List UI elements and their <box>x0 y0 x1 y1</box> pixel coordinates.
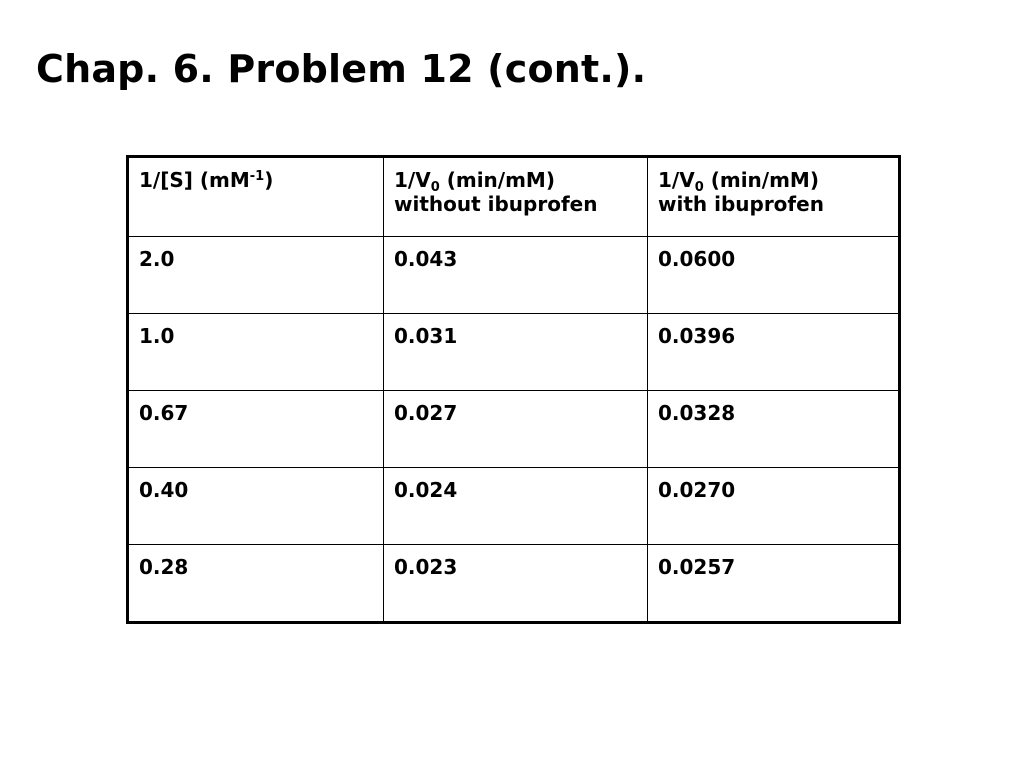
header-line-2: with ibuprofen <box>658 192 824 216</box>
table-header <box>128 157 900 237</box>
header-text: 1/[S] (mM <box>139 168 250 192</box>
header-text-tail: ) <box>264 168 274 192</box>
cell-substrate: 1.0 <box>128 314 384 391</box>
cell-substrate: 0.28 <box>128 545 384 623</box>
table-row <box>128 237 900 314</box>
cell-substrate: 2.0 <box>128 237 384 314</box>
header-subscript: 0 <box>430 180 440 195</box>
header-line-1 <box>394 168 639 195</box>
header-text: 1/V <box>658 168 695 192</box>
table-row <box>128 545 900 623</box>
header-line-1 <box>658 168 890 195</box>
cell-without-ibuprofen: 0.043 <box>384 237 648 314</box>
cell-with-ibuprofen: 0.0600 <box>648 237 900 314</box>
table-row <box>128 314 900 391</box>
slide-title: Chap. 6. Problem 12 (cont.). <box>36 47 647 91</box>
header-velocity-without-ibuprofen <box>384 157 648 237</box>
cell-substrate: 0.67 <box>128 391 384 468</box>
header-line-2: without ibuprofen <box>394 192 598 216</box>
cell-with-ibuprofen: 0.0328 <box>648 391 900 468</box>
header-subscript: 0 <box>694 180 704 195</box>
header-row <box>128 157 900 237</box>
header-text-tail: (min/mM) <box>703 168 819 192</box>
cell-without-ibuprofen: 0.024 <box>384 468 648 545</box>
cell-without-ibuprofen: 0.031 <box>384 314 648 391</box>
header-text: 1/V <box>394 168 431 192</box>
header-velocity-with-ibuprofen <box>648 157 900 237</box>
cell-with-ibuprofen: 0.0270 <box>648 468 900 545</box>
table-row <box>128 468 900 545</box>
header-superscript: -1 <box>249 169 265 184</box>
header-substrate-reciprocal <box>128 157 384 237</box>
cell-with-ibuprofen: 0.0257 <box>648 545 900 623</box>
cell-without-ibuprofen: 0.027 <box>384 391 648 468</box>
table-row <box>128 391 900 468</box>
data-table <box>126 155 901 624</box>
cell-without-ibuprofen: 0.023 <box>384 545 648 623</box>
header-text-tail: (min/mM) <box>439 168 555 192</box>
cell-with-ibuprofen: 0.0396 <box>648 314 900 391</box>
table-body <box>128 237 900 623</box>
cell-substrate: 0.40 <box>128 468 384 545</box>
